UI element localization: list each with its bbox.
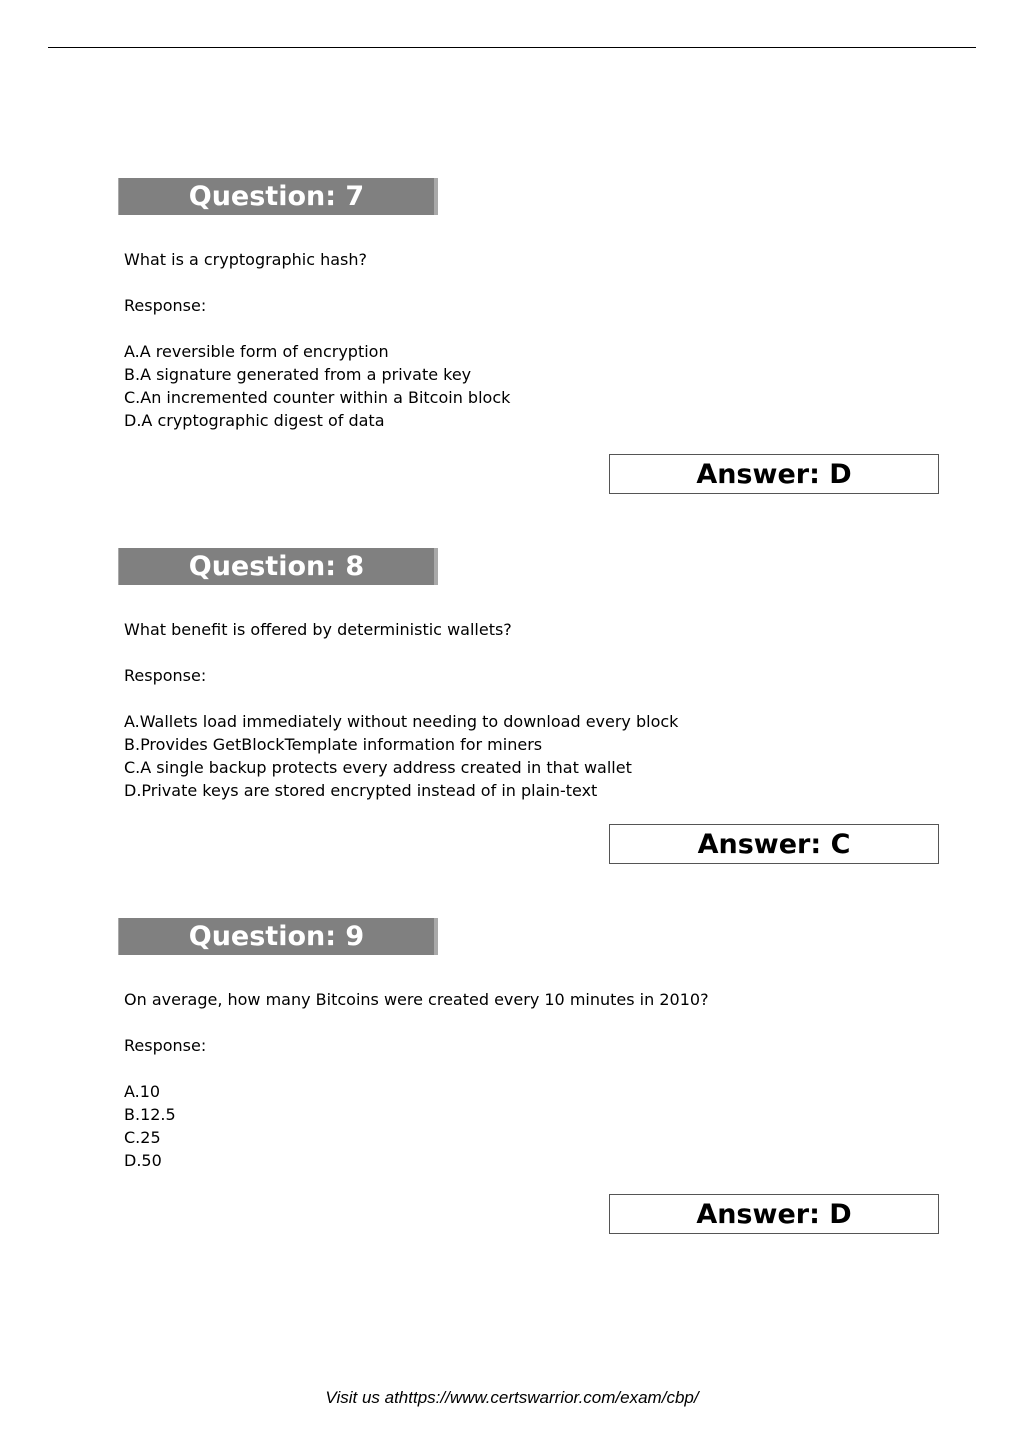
option-b: B.12.5 xyxy=(124,1105,176,1124)
question-text: On average, how many Bitcoins were created every 10 minutes in 2010? xyxy=(124,990,709,1009)
question-header: Question: 7 xyxy=(118,178,438,215)
option-c: C.A single backup protects every address created in that wallet xyxy=(124,758,632,777)
option-d: D.Private keys are stored encrypted instead of in plain-text xyxy=(124,781,598,800)
response-label: Response: xyxy=(124,666,207,685)
option-c: C.25 xyxy=(124,1128,161,1147)
option-b: B.A signature generated from a private key xyxy=(124,365,472,384)
options-list xyxy=(0,340,511,432)
option-c: C.An incremented counter within a Bitcoin block xyxy=(124,388,511,407)
question-text: What benefit is offered by deterministic wallets? xyxy=(124,620,512,639)
option-a: A.10 xyxy=(124,1082,161,1101)
option-b: B.Provides GetBlockTemplate information for miners xyxy=(124,735,543,754)
question-text: What is a cryptographic hash? xyxy=(124,250,368,269)
option-a: A.Wallets load immediately without needing to download every block xyxy=(124,712,679,731)
answer-box: Answer: C xyxy=(609,824,939,864)
question-header: Question: 9 xyxy=(118,918,438,955)
question-header: Question: 8 xyxy=(118,548,438,585)
option-d: D.A cryptographic digest of data xyxy=(124,411,385,430)
answer-box: Answer: D xyxy=(609,1194,939,1234)
response-label: Response: xyxy=(124,1036,207,1055)
top-divider xyxy=(48,47,976,48)
options-list xyxy=(0,1080,176,1172)
option-a: A.A reversible form of encryption xyxy=(124,342,389,361)
answer-box: Answer: D xyxy=(609,454,939,494)
response-label: Response: xyxy=(124,296,207,315)
options-list xyxy=(0,710,679,802)
footer-visit-link[interactable]: Visit us athttps://www.certswarrior.com/exam/cbp/ xyxy=(325,1388,699,1407)
option-d: D.50 xyxy=(124,1151,162,1170)
